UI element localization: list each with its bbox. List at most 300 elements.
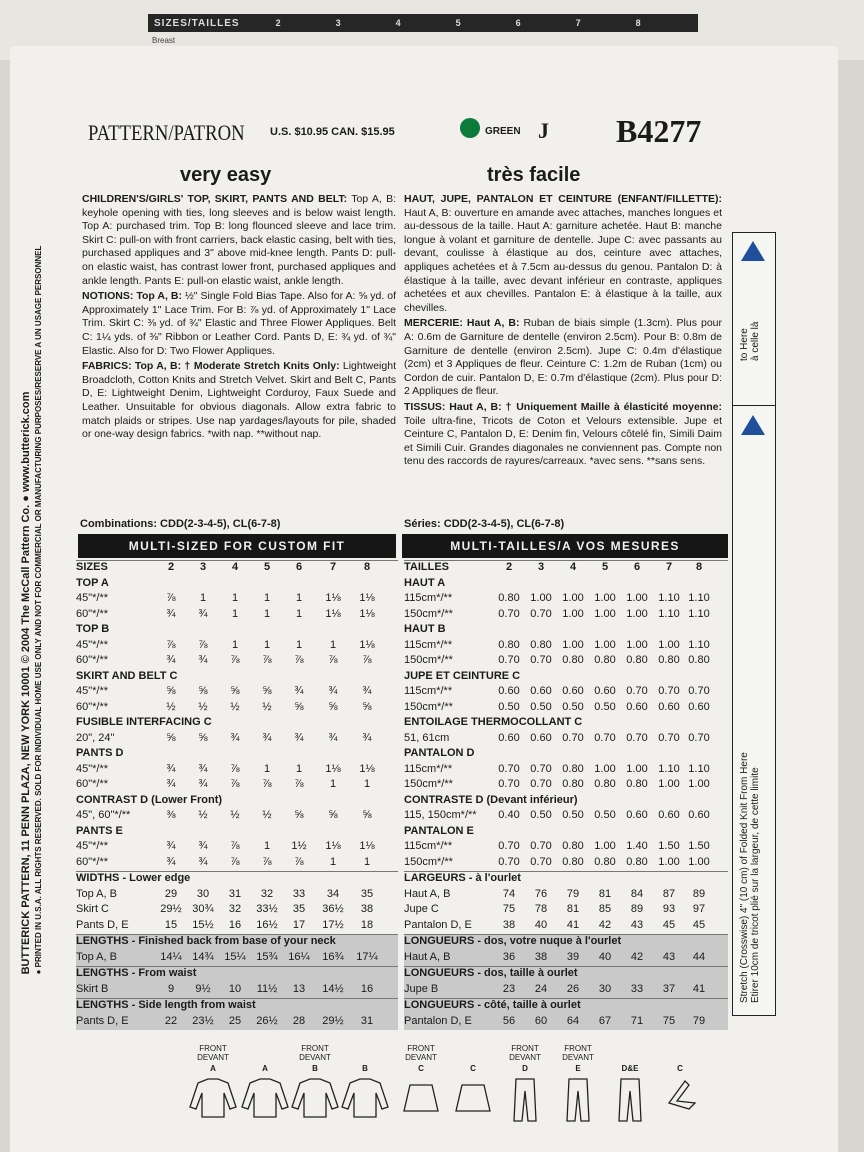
table-row — [404, 856, 728, 872]
row-label: SIZES — [76, 561, 108, 573]
garment-figure-8 — [605, 1044, 655, 1127]
table-cell: ⅞ — [262, 855, 272, 868]
figure-view-letter: D&E — [621, 1064, 639, 1073]
back-size-bar — [148, 14, 698, 32]
table-cell: 1 — [295, 607, 303, 620]
table-cell: 89 — [630, 903, 644, 915]
table-cell: 1.10 — [688, 762, 710, 775]
table-cell: 0.70 — [658, 685, 680, 697]
table-row — [404, 747, 728, 763]
table-cell: ½ — [230, 809, 240, 821]
figure-caption: FRONT DEVANT — [562, 1044, 594, 1062]
table-cell: 39 — [566, 950, 580, 963]
table-cell: 0.50 — [594, 700, 616, 713]
table-cell: ⅞ — [262, 654, 272, 666]
table-cell: ⅝ — [328, 809, 338, 821]
table-cell: 1⅛ — [325, 840, 341, 852]
row-label: TOP A — [76, 576, 109, 589]
table-cell: 1½ — [291, 840, 307, 852]
table-cell: 1.00 — [562, 607, 584, 620]
table-cell: 11½ — [256, 982, 278, 995]
table-cell: 38 — [534, 950, 548, 963]
back-size-1: 3 — [335, 17, 342, 28]
table-cell: 1 — [263, 607, 271, 620]
back-breast-label: Breast — [152, 36, 176, 45]
table-cell: 0.80 — [498, 592, 520, 604]
table-cell: 1.00 — [594, 607, 616, 620]
table-cell: 18 — [360, 918, 374, 931]
fabrics-title: FABRICS: Top A, B: † Moderate Stretch Knits Only: — [82, 360, 340, 373]
table-cell: 14½ — [322, 982, 344, 995]
garment-sketch-icon — [655, 1073, 705, 1125]
table-cell: 0.80 — [658, 654, 680, 666]
row-label: PANTALON D — [404, 747, 475, 759]
table-cell: 0.70 — [626, 731, 648, 744]
table-row — [76, 903, 398, 919]
row-label: Skirt B — [76, 982, 109, 995]
table-cell: 0.50 — [530, 700, 552, 713]
table-cell: 0.70 — [626, 685, 648, 697]
table-cell: 17 — [292, 918, 306, 931]
table-cell: 1.00 — [626, 638, 648, 651]
table-cell: 1.10 — [688, 638, 710, 651]
table-cell: 0.80 — [594, 778, 616, 790]
table-cell: 32 — [228, 903, 242, 915]
figure-view-letter: B — [312, 1064, 318, 1073]
table-cell: ⅞ — [294, 855, 304, 868]
row-label: Top A, B — [76, 950, 117, 963]
side-copyright — [12, 80, 52, 1140]
table-cell: 29½ — [160, 903, 182, 915]
back-size-2: 4 — [395, 17, 402, 28]
garment-figure-7 — [553, 1044, 603, 1127]
arrow-up-icon — [741, 415, 765, 435]
table-cell: 85 — [598, 903, 612, 915]
table-cell: ⅝ — [294, 809, 304, 821]
table-cell: 1.00 — [594, 638, 616, 651]
row-label: 150cm*/** — [404, 700, 453, 713]
table-cell: ⅝ — [362, 809, 372, 821]
table-row — [404, 951, 728, 967]
table-cell: 0.80 — [562, 654, 584, 666]
table-cell: 1.00 — [658, 855, 680, 868]
figure-view-letter: E — [575, 1064, 581, 1073]
table-cell: 1.00 — [626, 607, 648, 620]
table-row — [404, 592, 728, 608]
table-cell: 75 — [662, 1014, 676, 1027]
table-cell: ½ — [262, 809, 272, 821]
table-row — [76, 825, 398, 841]
table-cell: 0.70 — [688, 685, 710, 697]
table-cell: 0.70 — [530, 840, 552, 852]
gauge-divider — [733, 405, 775, 406]
row-label: LENGTHS - From waist — [76, 967, 197, 979]
table-row — [404, 701, 728, 717]
table-cell: 0.70 — [498, 778, 520, 790]
table-cell: ¾ — [166, 840, 176, 852]
row-label: 115cm*/** — [404, 592, 453, 604]
table-cell: 36½ — [322, 903, 344, 915]
table-row — [404, 639, 728, 655]
table-cell: 81 — [598, 887, 612, 900]
table-cell: 1.00 — [594, 592, 616, 604]
table-cell: ¾ — [362, 731, 372, 744]
desc-body-fr: Haut A, B: ouverture en amande avec attaches, manches longues et au-dessous de la taille. Haut A: garniture achetée. Haut B: manche longue à volant et garniture de dentelle. Jupe C: avec passants au devant, coulisse à élastique au dos, ceinture avec attaches, appliques achetées et à 7.5cm au-dessus du genou. Pantalon D: à élastique à la taille, avec devant inférieur en contraste, appliques achetées et aux chevilles. Pantalon E: à élastique à la taille, aux chevilles. — [404, 206, 722, 314]
table-cell: 1⅛ — [359, 762, 375, 775]
table-row — [404, 732, 728, 748]
table-cell: 15¼ — [224, 950, 246, 963]
table-row — [76, 592, 398, 608]
table-cell: 1 — [295, 762, 303, 775]
garment-sketch-icon — [188, 1073, 238, 1125]
table-cell: 0.60 — [594, 685, 616, 697]
table-cell: 0.80 — [626, 654, 648, 666]
row-label: SKIRT AND BELT C — [76, 669, 178, 682]
gauge-bottom-text: Stretch (Crosswise) 4" (10 cm) of Folded Knit From Here Etirer 10cm de tricot plié sur la largeur, de cette limite — [739, 752, 761, 1003]
table-row — [76, 732, 398, 748]
table-cell: 6 — [295, 561, 303, 573]
table-cell: 5 — [263, 561, 271, 573]
table-cell: 1 — [231, 592, 239, 604]
table-cell: 0.70 — [498, 654, 520, 666]
table-cell: 0.70 — [530, 607, 552, 620]
table-row — [76, 577, 398, 593]
table-cell: 0.60 — [530, 685, 552, 697]
table-cell: 3 — [199, 561, 207, 573]
table-cell: 0.50 — [498, 700, 520, 713]
tissus-body: Toile ultra-fine, Tricots de Coton et Velours extensible. Jupe et Ceinture C, Pantalon D, E: Denim fin, Velours côtelé fin, Simili Daim et Simili Cuir. Grandes diagonales ne conviennent pas. Compte non tenu des raccords de rayures/carreaux. *avec sens. **sans sens. — [404, 414, 722, 468]
table-cell: 1⅛ — [359, 592, 375, 604]
table-cell: ⅞ — [294, 778, 304, 790]
table-cell: 1 — [329, 855, 337, 868]
row-label: FUSIBLE INTERFACING C — [76, 716, 212, 728]
table-cell: 0.60 — [562, 685, 584, 697]
table-cell: 10 — [228, 982, 242, 995]
garment-figure-4 — [396, 1044, 446, 1127]
table-cell: 14¼ — [160, 950, 182, 963]
table-cell: ⅞ — [230, 762, 240, 775]
row-label: Pants D, E — [76, 918, 129, 931]
table-cell: ¾ — [166, 778, 176, 790]
table-cell: ⅝ — [198, 685, 208, 697]
table-row — [76, 747, 398, 763]
table-cell: 30 — [598, 982, 612, 995]
row-label: 115cm*/** — [404, 840, 453, 852]
table-cell: 0.50 — [562, 700, 584, 713]
table-cell: 42 — [598, 918, 612, 931]
table-cell: 1.00 — [688, 855, 710, 868]
row-label: 45"*/** — [76, 762, 109, 775]
table-cell: 0.60 — [498, 685, 520, 697]
table-cell: 1.50 — [688, 840, 710, 852]
table-cell: 0.80 — [530, 638, 552, 651]
table-cell: ½ — [198, 700, 208, 713]
row-label: 115cm*/** — [404, 638, 453, 651]
garment-figure-0 — [188, 1044, 238, 1127]
combinations-fr: Séries: CDD(2-3-4-5), CL(6-7-8) — [404, 518, 565, 530]
table-cell: 0.70 — [594, 731, 616, 744]
combinations-en: Combinations: CDD(2-3-4-5), CL(6-7-8) — [80, 518, 281, 530]
table-cell: 26 — [566, 982, 580, 995]
table-row — [404, 670, 728, 686]
row-label: CONTRASTE D (Devant inférieur) — [404, 793, 578, 806]
table-cell: 44 — [692, 950, 706, 963]
table-cell: 17½ — [322, 918, 344, 931]
table-cell: 9½ — [195, 982, 211, 995]
fabrics-body: Lightweight Broadcloth, Cotton Knits and Stretch Velvet. Skirt and Belt C, Pants D, E: Lightweight Denim, Lightweight Corduroy, Faux Suede and Leather. Unsuitable for obvious diagonals. Allow extra fabric to match plaids or stripes. Use nap yardages/layouts for pile, shaded or one-way design fabrics. *with nap. **without nap. — [82, 360, 396, 441]
row-label: 45", 60"*/** — [76, 809, 131, 821]
table-row — [76, 701, 398, 717]
table-row — [76, 654, 398, 670]
table-cell: 1 — [363, 855, 371, 868]
table-row — [404, 934, 728, 951]
table-cell: 6 — [633, 561, 641, 573]
desc-body: Top A, B: keyhole opening with ties, long sleeves and is below waist length. Top A: purchased trim. Top B: long flounced sleeve and lace trim. Skirt C: pull-on with front carriers, back elastic casing, belt with ties, purchased appliques and 3" above mid-knee length. Pants D: pull-on elastic waist, has contrast lower front, purchased appliques and ankle length. Pants E: pull-on elastic waist, ankle length. — [82, 193, 396, 287]
table-row — [76, 560, 398, 577]
table-cell: 3 — [537, 561, 545, 573]
row-label: 60"*/** — [76, 700, 109, 713]
table-cell: ¾ — [362, 685, 372, 697]
table-cell: ¾ — [230, 731, 240, 744]
table-row — [404, 794, 728, 810]
table-cell: 38 — [360, 903, 374, 915]
price: U.S. $10.95 CAN. $15.95 — [270, 126, 395, 138]
table-cell: 16¾ — [322, 950, 344, 963]
garment-sketch-icon — [396, 1073, 446, 1125]
table-cell: 1.00 — [658, 778, 680, 790]
row-label: Top A, B — [76, 887, 117, 900]
table-cell: 0.70 — [530, 654, 552, 666]
table-cell: 0.50 — [562, 809, 584, 821]
table-row — [76, 998, 398, 1015]
table-cell: 13 — [292, 982, 306, 995]
garment-figure-5 — [448, 1044, 498, 1127]
row-label: LENGTHS - Side length from waist — [76, 999, 256, 1011]
table-cell: 1⅛ — [359, 638, 375, 651]
garment-illustrations — [0, 1044, 740, 1144]
table-cell: 67 — [598, 1014, 612, 1027]
table-cell: 1 — [295, 592, 303, 604]
figure-caption — [240, 1044, 290, 1064]
table-cell: 84 — [630, 887, 644, 900]
row-label: 45"*/** — [76, 840, 109, 852]
table-row — [404, 983, 728, 999]
table-cell: ¾ — [198, 762, 208, 775]
table-cell: 0.70 — [658, 731, 680, 744]
table-cell: ¾ — [328, 685, 338, 697]
table-cell: 15 — [164, 918, 178, 931]
garment-figure-1 — [240, 1044, 290, 1127]
table-cell: ⅞ — [166, 592, 176, 604]
table-row — [76, 716, 398, 732]
desc-title: CHILDREN'S/GIRLS' TOP, SKIRT, PANTS AND BELT: — [82, 193, 348, 205]
table-cell: 34 — [326, 887, 340, 900]
arrow-up-icon — [741, 241, 765, 261]
table-cell: 81 — [566, 903, 580, 915]
table-cell: 1 — [199, 592, 207, 604]
table-cell: 1⅛ — [359, 840, 375, 852]
table-cell: 0.40 — [498, 809, 520, 821]
table-cell: ¾ — [328, 731, 338, 744]
table-cell: 29 — [164, 887, 178, 900]
table-cell: ¾ — [262, 731, 272, 744]
row-label: CONTRAST D (Lower Front) — [76, 793, 223, 806]
french-description — [404, 193, 722, 471]
yardage-table-fr — [404, 560, 728, 1030]
table-cell: 1.10 — [658, 592, 680, 604]
row-label: 115, 150cm*/** — [404, 809, 477, 821]
table-row — [76, 856, 398, 872]
figure-view-letter: C — [418, 1064, 424, 1073]
table-cell: ⅞ — [230, 778, 240, 790]
table-cell: 38 — [502, 918, 516, 931]
table-cell: 14¾ — [192, 950, 214, 963]
table-cell: 0.60 — [658, 700, 680, 713]
table-cell: 8 — [695, 561, 703, 573]
table-cell: 0.80 — [562, 855, 584, 868]
table-row — [404, 903, 728, 919]
table-cell: 0.80 — [626, 855, 648, 868]
table-cell: 0.60 — [498, 731, 520, 744]
figure-caption: FRONT DEVANT — [299, 1044, 331, 1062]
back-size-0: 2 — [275, 17, 282, 28]
side-line-2: ● PRINTED IN U.S.A. ALL RIGHTS RESERVED. SOLD FOR INDIVIDUAL HOME USE ONLY AND NOT FOR COMMERCIAL OR MANUFACTURING PURPOSES/RESERVE A UN USAGE PERSONNEL — [34, 245, 43, 975]
row-label: 115cm*/** — [404, 685, 453, 697]
garment-figure-2 — [290, 1044, 340, 1127]
table-cell: 1 — [363, 778, 371, 790]
table-cell: 0.70 — [530, 762, 552, 775]
row-label: 60"*/** — [76, 855, 109, 868]
table-cell: 0.80 — [594, 654, 616, 666]
table-row — [404, 998, 728, 1015]
table-cell: 33 — [292, 887, 306, 900]
color-label: GREEN — [485, 126, 521, 137]
table-cell: 0.70 — [498, 762, 520, 775]
garment-sketch-icon — [240, 1073, 290, 1125]
table-cell: 1 — [231, 638, 239, 651]
table-cell: 1⅛ — [359, 607, 375, 620]
table-cell: 0.70 — [562, 731, 584, 744]
pattern-title: PATTERN/PATRON — [88, 120, 245, 145]
table-cell: 35 — [292, 903, 306, 915]
table-cell: ¾ — [166, 607, 176, 620]
row-label: PANTALON E — [404, 824, 474, 837]
table-cell: 22 — [164, 1014, 178, 1027]
table-cell: ¾ — [198, 778, 208, 790]
table-cell: 0.50 — [594, 809, 616, 821]
table-cell: ⅝ — [294, 700, 304, 713]
table-cell: ⅞ — [294, 654, 304, 666]
table-cell: 1⅛ — [325, 592, 341, 604]
table-row — [76, 840, 398, 856]
table-cell: 15½ — [192, 918, 214, 931]
table-cell: ½ — [230, 700, 240, 713]
table-cell: 33 — [630, 982, 644, 995]
table-cell: 1⅛ — [325, 762, 341, 775]
table-row — [76, 888, 398, 904]
table-row — [76, 951, 398, 967]
row-label: Haut A, B — [404, 950, 451, 963]
table-cell: 56 — [502, 1014, 516, 1027]
table-cell: ⅝ — [166, 731, 176, 744]
row-label: LONGUEURS - côté, taille à ourlet — [404, 999, 581, 1011]
table-cell: 76 — [534, 887, 548, 900]
table-row — [404, 825, 728, 841]
table-cell: ⅝ — [230, 685, 240, 697]
table-cell: 1 — [329, 638, 337, 651]
table-cell: 1.00 — [658, 638, 680, 651]
table-cell: 1.10 — [688, 607, 710, 620]
table-row — [76, 608, 398, 624]
table-cell: ⅞ — [262, 778, 272, 790]
table-cell: 17¼ — [356, 950, 378, 963]
table-cell: 1.00 — [688, 778, 710, 790]
garment-figure-6 — [500, 1044, 550, 1127]
table-cell: 1.00 — [562, 592, 584, 604]
back-size-5: 7 — [575, 17, 582, 28]
table-cell: 2 — [167, 561, 175, 573]
back-size-3: 5 — [455, 17, 462, 28]
table-cell: 1.00 — [594, 762, 616, 775]
table-cell: ¾ — [198, 607, 208, 620]
table-cell: 89 — [692, 887, 706, 900]
table-cell: 1 — [295, 638, 303, 651]
figure-view-letter: A — [262, 1064, 268, 1073]
table-cell: ¾ — [166, 654, 176, 666]
table-cell: 0.70 — [498, 607, 520, 620]
table-cell: 33½ — [256, 903, 278, 915]
table-cell: 9 — [167, 982, 175, 995]
row-label: 60"*/** — [76, 654, 109, 666]
table-cell: ⅞ — [230, 654, 240, 666]
figure-view-letter: C — [470, 1064, 476, 1073]
letter-code: J — [538, 118, 549, 143]
yardage-table-en — [76, 560, 398, 1030]
gauge-top-text: to Here à celle là — [739, 321, 761, 361]
table-cell: ⅞ — [362, 654, 372, 666]
table-cell: 40 — [598, 950, 612, 963]
table-cell: 74 — [502, 887, 516, 900]
row-label: Haut A, B — [404, 887, 451, 900]
row-label: HAUT A — [404, 576, 446, 589]
figure-view-letter: D — [522, 1064, 528, 1073]
row-label: Skirt C — [76, 903, 109, 915]
figure-view-letter: C — [677, 1064, 683, 1073]
table-row — [76, 809, 398, 825]
green-dot-icon — [460, 118, 480, 138]
table-cell: 41 — [566, 918, 580, 931]
table-cell: 0.70 — [498, 855, 520, 868]
figure-caption: FRONT DEVANT — [509, 1044, 541, 1062]
row-label: 150cm*/** — [404, 855, 453, 868]
very-easy-heading: very easy — [180, 164, 272, 186]
table-cell: 97 — [692, 903, 706, 915]
figure-caption — [605, 1044, 655, 1064]
tissus-title: TISSUS: Haut A, B: † Uniquement Maille à élasticité moyenne: — [404, 400, 722, 413]
table-row — [76, 1015, 398, 1031]
table-cell: 0.60 — [688, 700, 710, 713]
table-row — [404, 763, 728, 779]
table-cell: 30¾ — [192, 903, 214, 915]
desc-title-fr: HAUT, JUPE, PANTALON ET CEINTURE (ENFANT/FILLETTE): — [404, 193, 722, 205]
row-label: WIDTHS - Lower edge — [76, 872, 191, 884]
table-row — [76, 919, 398, 935]
table-row — [404, 840, 728, 856]
table-cell: 0.60 — [658, 809, 680, 821]
row-label: Jupe B — [404, 982, 439, 995]
figure-caption — [340, 1044, 390, 1064]
table-row — [404, 1015, 728, 1031]
